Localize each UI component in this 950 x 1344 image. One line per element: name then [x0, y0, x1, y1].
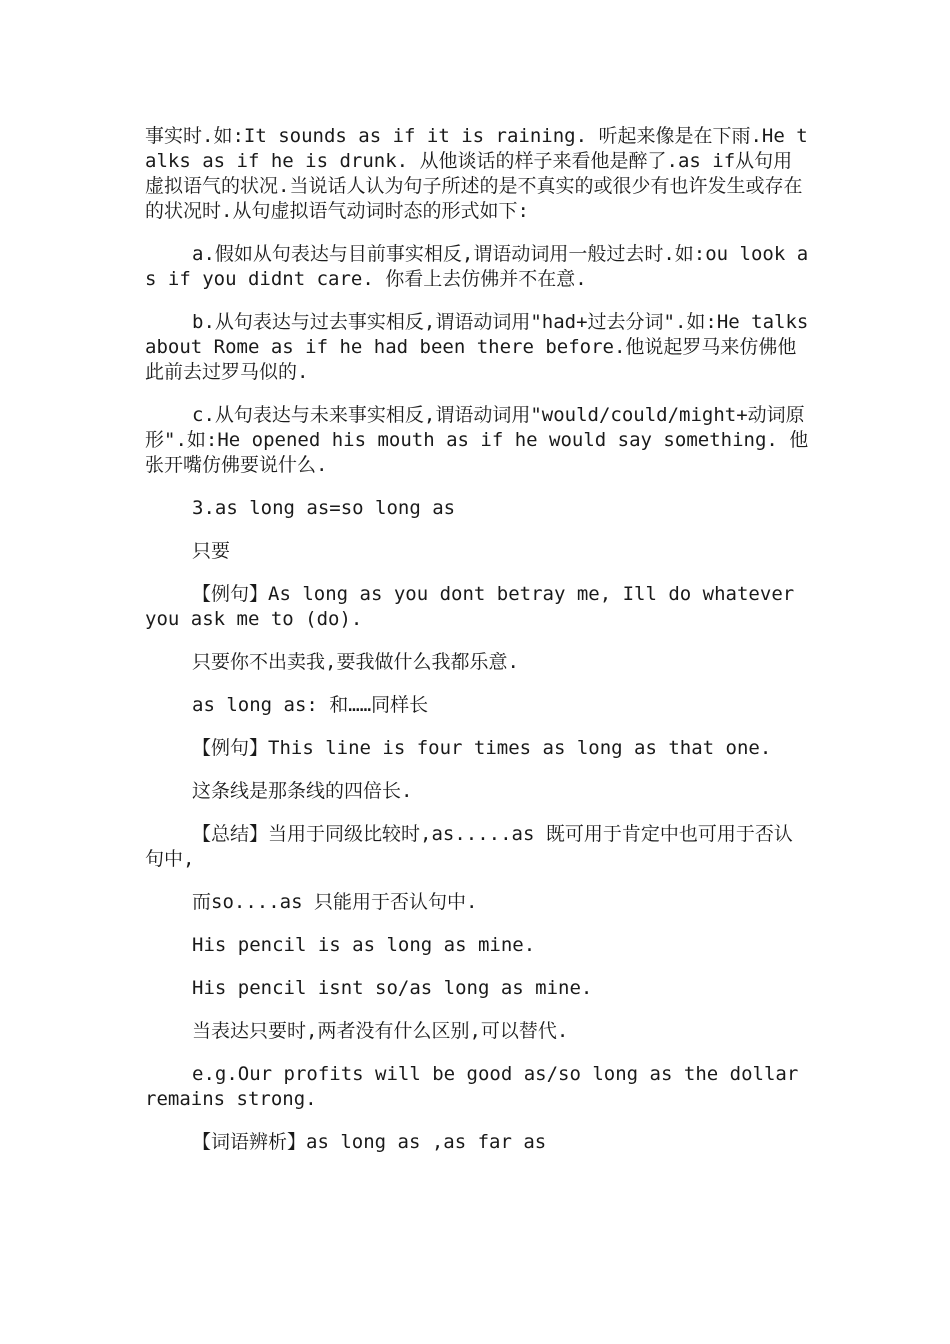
paragraph-18: 【词语辨析】as long as ,as far as	[192, 1131, 547, 1153]
paragraph-9: as long as: 和……同样长	[192, 694, 429, 716]
paragraph-16: 当表达只要时,两者没有什么区别,可以替代.	[192, 1020, 569, 1042]
paragraph-1: 事实时.如:It sounds as if it is raining. 听起来像是在下雨.He talks as if he is drunk. 从他谈话的样子来看他是醉了.as if从句用虚拟语气的状况.当说话人认为句子所述的是不真实的或很少有也许发生或存在的状况时.从句虚拟语气动词时态的形式如下:	[145, 125, 808, 222]
paragraph-4: c.从句表达与未来事实相反,谓语动词用"would/could/might+动词原形".如:He opened his mouth as if he would say something. 他张开嘴仿佛要说什么.	[145, 404, 809, 476]
paragraph-5: 3.as long as=so long as	[192, 497, 456, 519]
paragraph-15: His pencil isnt so/as long as mine.	[192, 977, 593, 999]
paragraph-14: His pencil is as long as mine.	[192, 934, 536, 956]
document-page	[145, 124, 820, 1173]
paragraph-13: 而so....as 只能用于否认句中.	[192, 891, 478, 913]
paragraph-12: 【总结】当用于同级比较时,as.....as 既可用于肯定中也可用于否认句中,	[145, 823, 793, 870]
paragraph-8: 只要你不出卖我,要我做什么我都乐意.	[192, 651, 519, 673]
paragraph-7: 【例句】As long as you dont betray me, Ill do whatever you ask me to (do).	[145, 583, 806, 630]
paragraph-3: b.从句表达与过去事实相反,谓语动词用"had+过去分词".如:He talks about Rome as if he had been there before.他说起罗马来仿佛他此前去过罗马似的.	[145, 311, 820, 383]
paragraph-10: 【例句】This line is four times as long as that one.	[192, 737, 772, 759]
paragraph-6: 只要	[192, 540, 231, 562]
paragraph-17: e.g.Our profits will be good as/so long as the dollar remains strong.	[145, 1063, 810, 1110]
paragraph-2: a.假如从句表达与目前事实相反,谓语动词用一般过去时.如:ou look as if you didnt care. 你看上去仿佛并不在意.	[145, 243, 809, 290]
paragraph-11: 这条线是那条线的四倍长.	[192, 780, 413, 802]
